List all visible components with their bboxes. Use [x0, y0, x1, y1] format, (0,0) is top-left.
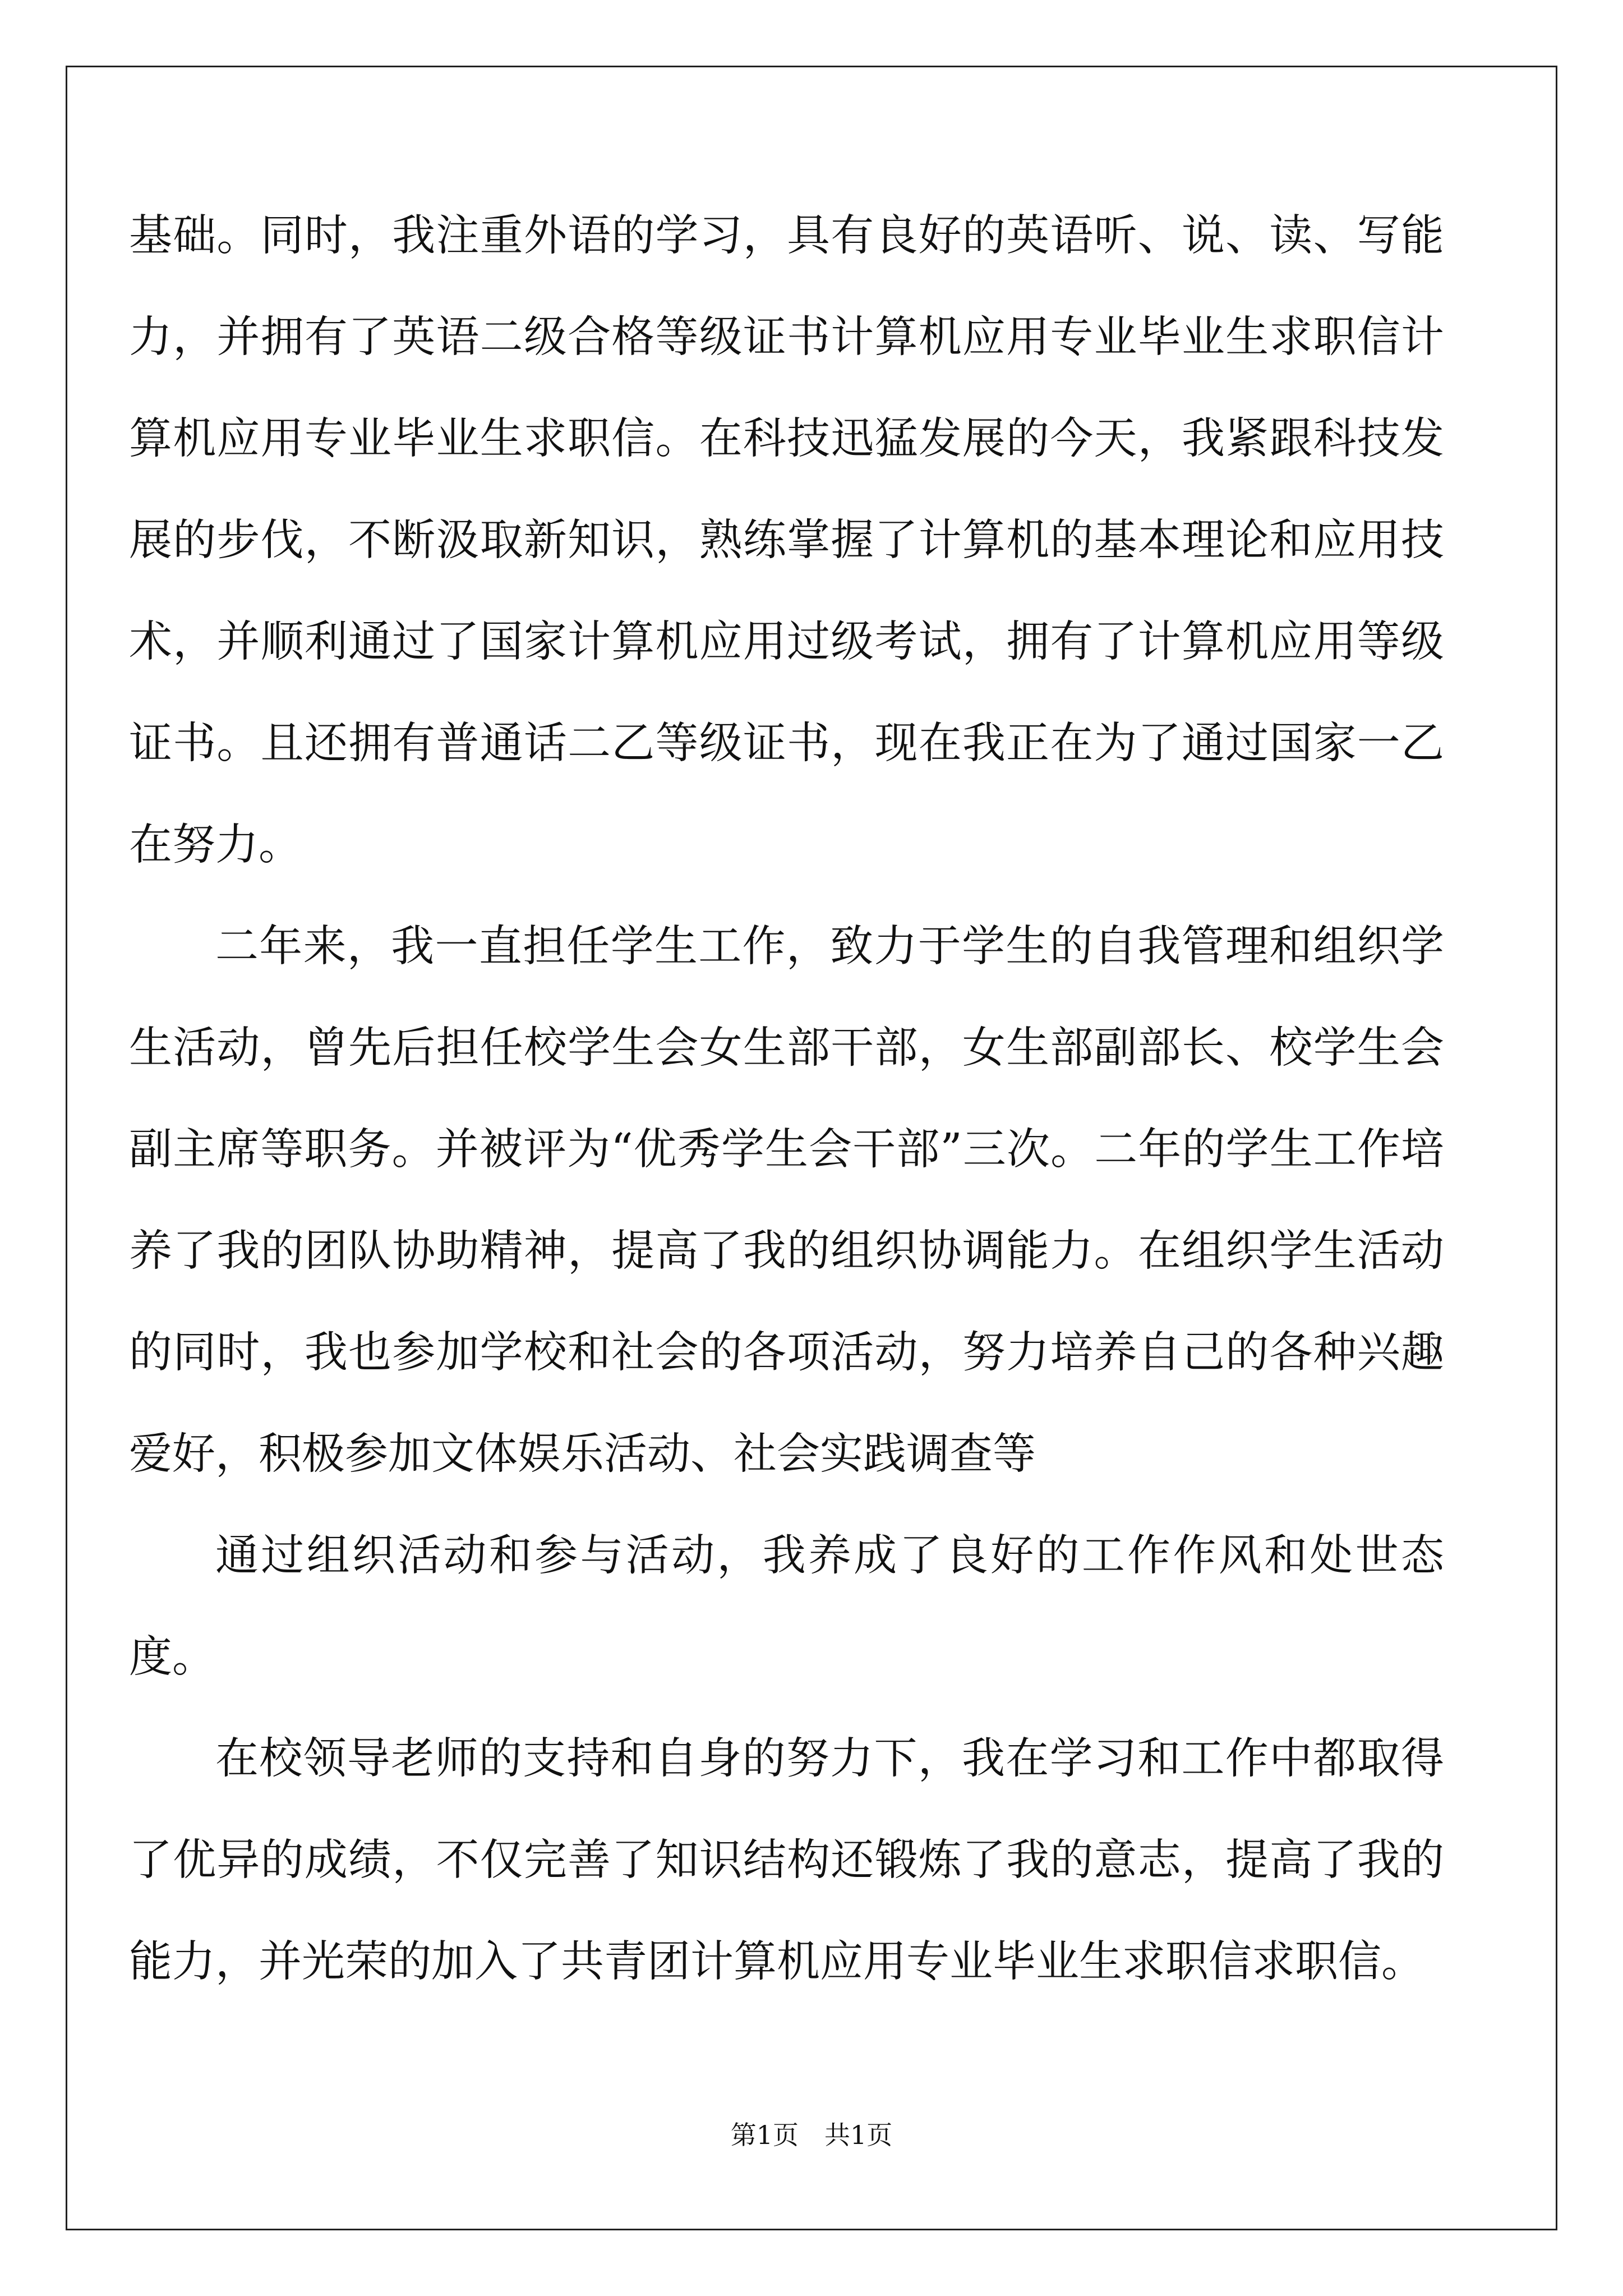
paragraph-4: 在校领导老师的支持和自身的努力下，我在学习和工作中都取得了优异的成绩，不仅完善了知识结构还锻炼了我的意志，提高了我的能力，并光荣的加入了共青团计算机应用专业毕业生求职信求职信。 [129, 1734, 1444, 1987]
document-body [129, 185, 1444, 2013]
paragraph-1: 基础。同时，我注重外语的学习，具有良好的英语听、说、读、写能力，并拥有了英语二级合格等级证书计算机应用专业毕业生求职信计算机应用专业毕业生求职信。在科技迅猛发展的今天，我紧跟科技发展的步伐，不断汲取新知识，熟练掌握了计算机的基本理论和应用技术，并顺利通过了国家计算机应用过级考试，拥有了计算机应用等级证书。且还拥有普通话二乙等级证书，现在我正在为了通过国家一乙在努力。 [129, 211, 1444, 870]
paragraph-2: 二年来，我一直担任学生工作，致力于学生的自我管理和组织学生活动，曾先后担任校学生会女生部干部，女生部副部长、校学生会副主席等职务。并被评为“优秀学生会干部”三次。二年的学生工作培养了我的团队协助精神，提高了我的组织协调能力。在组织学生活动的同时，我也参加学校和社会的各项活动，努力培养自己的各种兴趣爱好，积极参加文体娱乐活动、社会实践调查等 [129, 922, 1444, 1479]
page-footer [0, 2115, 1623, 2152]
page-number: 第1页 共1页 [730, 2120, 893, 2150]
paragraph-3: 通过组织活动和参与活动，我养成了良好的工作作风和处世态度。 [129, 1531, 1444, 1682]
